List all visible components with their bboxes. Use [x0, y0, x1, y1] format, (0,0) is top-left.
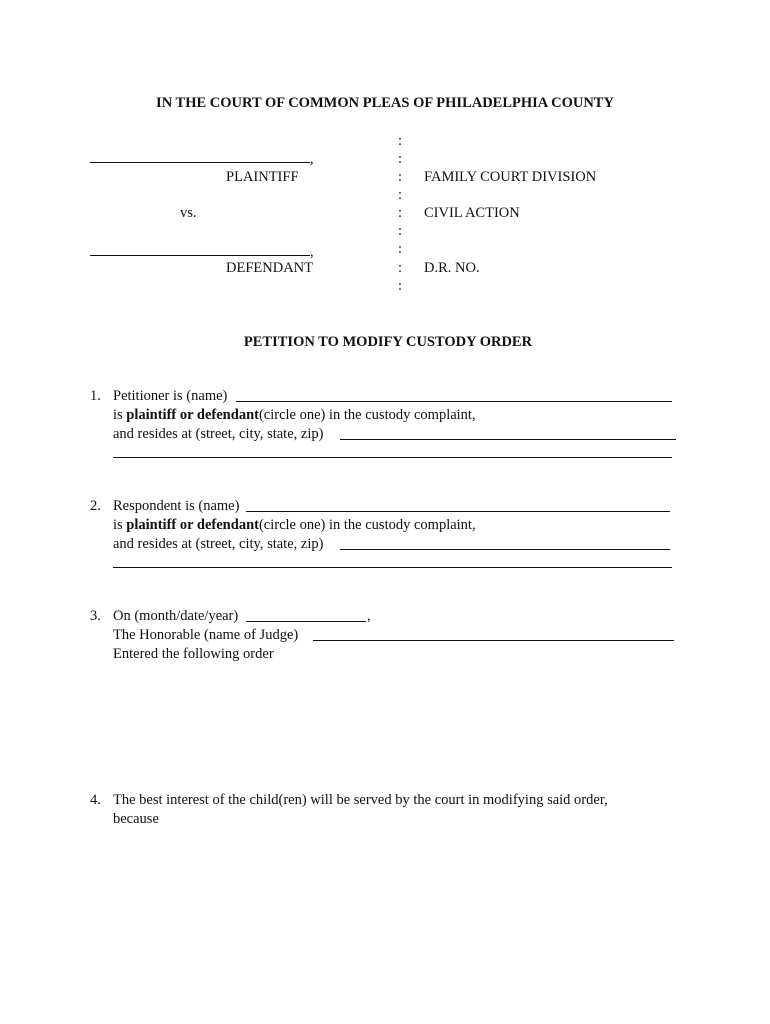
defendant-comma: , — [310, 244, 314, 260]
petitioner-address-field-2[interactable] — [113, 457, 672, 458]
court-title: IN THE COURT OF COMMON PLEAS OF PHILADELPHIA COUNTY — [156, 95, 614, 111]
respondent-party-line — [113, 516, 476, 534]
petitioner-name-label: Petitioner is (name) — [113, 388, 228, 404]
petitioner-name-field[interactable] — [236, 401, 672, 402]
petitioner-address-field[interactable] — [340, 439, 676, 440]
order-date-label: On (month/date/year) — [113, 608, 239, 624]
respondent-name-field[interactable] — [246, 511, 670, 512]
plaintiff-comma: , — [310, 151, 314, 167]
caption-separator: : — [397, 223, 403, 239]
caption-separator: : — [397, 133, 403, 149]
caption-separator: : — [397, 205, 403, 221]
respondent-address-field-2[interactable] — [113, 567, 672, 568]
caption-separator: : — [397, 241, 403, 257]
dr-no-label: D.R. NO. — [424, 260, 480, 276]
petitioner-party-line — [113, 406, 476, 424]
respondent-address-field[interactable] — [340, 549, 670, 550]
judge-name-field[interactable] — [313, 640, 674, 641]
defendant-label: DEFENDANT — [226, 260, 313, 276]
item-number: 2. — [90, 498, 101, 514]
caption-separator: : — [397, 260, 403, 276]
plaintiff-label: PLAINTIFF — [226, 169, 299, 185]
is-prefix: is — [113, 407, 127, 423]
because-text: because — [113, 811, 159, 827]
best-interest-text: The best interest of the child(ren) will be served by the court in modifying said order, — [113, 792, 608, 808]
item-number: 1. — [90, 388, 101, 404]
party-choice[interactable]: plaintiff or defendant — [126, 407, 259, 423]
item-number: 4. — [90, 792, 101, 808]
caption-separator: : — [397, 278, 403, 294]
action-label: CIVIL ACTION — [424, 205, 520, 221]
petition-title: PETITION TO MODIFY CUSTODY ORDER — [243, 334, 533, 350]
item-number: 3. — [90, 608, 101, 624]
is-prefix: is — [113, 517, 127, 533]
caption-separator: : — [397, 151, 403, 167]
vs-label: vs. — [180, 205, 197, 221]
order-date-comma: , — [367, 608, 371, 624]
division-label: FAMILY COURT DIVISION — [424, 169, 597, 185]
respondent-name-label: Respondent is (name) — [113, 498, 240, 514]
plaintiff-name-field[interactable] — [90, 162, 310, 163]
party-suffix: (circle one) in the custody complaint, — [258, 407, 476, 423]
respondent-address-label: and resides at (street, city, state, zip) — [113, 536, 324, 552]
caption-separator: : — [397, 169, 403, 185]
petitioner-address-label: and resides at (street, city, state, zip) — [113, 426, 324, 442]
order-text-label: Entered the following order — [113, 646, 274, 662]
caption-separator: : — [397, 187, 403, 203]
party-suffix: (circle one) in the custody complaint, — [258, 517, 476, 533]
order-date-field[interactable] — [246, 621, 366, 622]
defendant-name-field[interactable] — [90, 255, 310, 256]
party-choice[interactable]: plaintiff or defendant — [126, 517, 259, 533]
judge-name-label: The Honorable (name of Judge) — [113, 627, 299, 643]
